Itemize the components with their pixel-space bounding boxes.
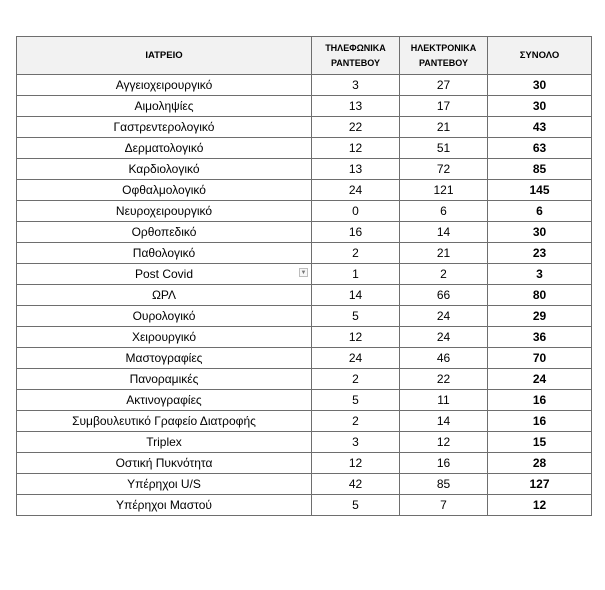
total-cell-text: 23	[532, 246, 547, 260]
header-total[interactable]: ΣΥΝΟΛΟ	[488, 37, 592, 75]
total-cell[interactable]	[488, 327, 592, 348]
total-cell[interactable]	[488, 75, 592, 96]
phone-appointments-cell[interactable]	[312, 390, 400, 411]
clinic-cell-text: Χειρουργικό	[131, 330, 197, 344]
phone-appointments-cell[interactable]	[312, 327, 400, 348]
phone-appointments-cell-text: 1	[352, 267, 359, 281]
total-cell-text: 15	[532, 435, 547, 449]
phone-appointments-cell-text: 16	[348, 225, 363, 239]
phone-appointments-cell[interactable]	[312, 285, 400, 306]
header-phone-line2: ΡΑΝΤΕΒΟΥ	[330, 57, 381, 68]
table-row	[17, 75, 592, 96]
phone-appointments-cell-text: 2	[352, 246, 359, 260]
online-appointments-cell[interactable]	[400, 390, 488, 411]
online-appointments-cell[interactable]	[400, 453, 488, 474]
online-appointments-cell[interactable]	[400, 201, 488, 222]
phone-appointments-cell[interactable]	[312, 432, 400, 453]
clinic-cell[interactable]	[17, 201, 312, 222]
clinic-cell-text: Αγγειοχειρουργικό	[115, 78, 213, 92]
total-cell[interactable]	[488, 243, 592, 264]
total-cell[interactable]	[488, 432, 592, 453]
clinic-cell[interactable]	[17, 327, 312, 348]
clinic-cell-text: Ορθοπεδικό	[131, 225, 197, 239]
online-appointments-cell[interactable]	[400, 369, 488, 390]
table-row	[17, 96, 592, 117]
total-cell-text: 24	[532, 372, 547, 386]
total-cell[interactable]	[488, 306, 592, 327]
total-cell[interactable]	[488, 348, 592, 369]
phone-appointments-cell-text: 5	[352, 393, 359, 407]
total-cell[interactable]	[488, 222, 592, 243]
phone-appointments-cell[interactable]	[312, 411, 400, 432]
total-cell[interactable]	[488, 285, 592, 306]
phone-appointments-cell-text: 2	[352, 414, 359, 428]
table-row	[17, 369, 592, 390]
phone-appointments-cell-text: 12	[348, 141, 363, 155]
total-cell[interactable]	[488, 180, 592, 201]
online-appointments-cell[interactable]	[400, 432, 488, 453]
clinic-cell[interactable]	[17, 474, 312, 495]
total-cell-text: 127	[529, 477, 550, 491]
total-cell[interactable]	[488, 390, 592, 411]
spreadsheet	[16, 36, 592, 516]
clinic-cell[interactable]	[17, 180, 312, 201]
total-cell-text: 28	[532, 456, 547, 470]
phone-appointments-cell-text: 42	[348, 477, 363, 491]
table-row	[17, 117, 592, 138]
phone-appointments-cell-text: 12	[348, 456, 363, 470]
clinic-cell[interactable]	[17, 285, 312, 306]
total-cell[interactable]	[488, 411, 592, 432]
phone-appointments-cell-text: 5	[352, 498, 359, 512]
clinic-cell-text: Νευροχειρουργικό	[115, 204, 213, 218]
online-appointments-cell-text: 2	[440, 267, 447, 281]
phone-appointments-cell-text: 2	[352, 372, 359, 386]
clinic-cell-text: ΩΡΛ	[151, 288, 177, 302]
total-cell[interactable]	[488, 117, 592, 138]
online-appointments-cell-text: 17	[436, 99, 451, 113]
online-appointments-cell-text: 16	[436, 456, 451, 470]
phone-appointments-cell[interactable]	[312, 453, 400, 474]
total-cell[interactable]	[488, 495, 592, 516]
table-row	[17, 285, 592, 306]
clinic-cell-text: Παθολογικό	[132, 246, 196, 260]
online-appointments-cell[interactable]	[400, 306, 488, 327]
online-appointments-cell[interactable]	[400, 348, 488, 369]
online-appointments-cell[interactable]	[400, 180, 488, 201]
online-appointments-cell[interactable]	[400, 117, 488, 138]
online-appointments-cell-text: 22	[436, 372, 451, 386]
online-appointments-cell[interactable]	[400, 285, 488, 306]
phone-appointments-cell[interactable]	[312, 117, 400, 138]
online-appointments-cell-text: 27	[436, 78, 451, 92]
clinic-cell-text: Οφθαλμολογικό	[122, 183, 206, 197]
clinic-cell[interactable]	[17, 432, 312, 453]
total-cell-text: 80	[532, 288, 547, 302]
phone-appointments-cell-text: 24	[348, 351, 363, 365]
clinic-cell-text: Post Covid	[134, 267, 194, 281]
total-cell-text: 63	[532, 141, 547, 155]
online-appointments-cell[interactable]	[400, 96, 488, 117]
table-row	[17, 495, 592, 516]
clinic-cell[interactable]	[17, 411, 312, 432]
phone-appointments-cell-text: 13	[348, 162, 363, 176]
filter-dropdown-icon[interactable]: ▼	[300, 270, 307, 276]
online-appointments-cell-text: 14	[436, 414, 451, 428]
phone-appointments-cell[interactable]	[312, 474, 400, 495]
table-row	[17, 264, 592, 285]
total-cell[interactable]	[488, 264, 592, 285]
table-row	[17, 411, 592, 432]
clinic-cell[interactable]	[17, 390, 312, 411]
appointments-table	[16, 36, 592, 516]
phone-appointments-cell-text: 3	[352, 78, 359, 92]
total-cell-text: 12	[532, 498, 547, 512]
total-cell-text: 36	[532, 330, 547, 344]
online-appointments-cell-text: 14	[436, 225, 451, 239]
clinic-cell-text: Ακτινογραφίες	[126, 393, 202, 407]
table-row	[17, 432, 592, 453]
online-appointments-cell[interactable]	[400, 264, 488, 285]
clinic-cell-text: Ουρολογικό	[132, 309, 196, 323]
online-appointments-cell-text: 66	[436, 288, 451, 302]
total-cell[interactable]	[488, 474, 592, 495]
total-cell[interactable]	[488, 138, 592, 159]
header-online-appointments[interactable]	[400, 37, 488, 75]
total-cell[interactable]	[488, 453, 592, 474]
table-row	[17, 327, 592, 348]
clinic-cell[interactable]	[17, 222, 312, 243]
phone-appointments-cell[interactable]	[312, 75, 400, 96]
total-cell-text: 30	[532, 99, 547, 113]
total-cell[interactable]	[488, 201, 592, 222]
online-appointments-cell[interactable]	[400, 495, 488, 516]
header-phone-appointments[interactable]	[312, 37, 400, 75]
table-row	[17, 243, 592, 264]
phone-appointments-cell[interactable]	[312, 495, 400, 516]
online-appointments-cell[interactable]	[400, 243, 488, 264]
phone-appointments-cell-text: 13	[348, 99, 363, 113]
clinic-cell[interactable]	[17, 453, 312, 474]
table-row	[17, 474, 592, 495]
phone-appointments-cell-text: 24	[348, 183, 363, 197]
online-appointments-cell[interactable]	[400, 222, 488, 243]
phone-appointments-cell[interactable]	[312, 264, 400, 285]
header-online-line1: ΗΛΕΚΤΡΟΝΙΚΑ	[410, 42, 477, 53]
phone-appointments-cell[interactable]	[312, 222, 400, 243]
online-appointments-cell-text: 46	[436, 351, 451, 365]
total-cell-text: 30	[532, 78, 547, 92]
clinic-cell-text: Δερματολογικό	[124, 141, 204, 155]
table-row	[17, 159, 592, 180]
clinic-cell[interactable]	[17, 264, 312, 285]
total-cell-text: 6	[536, 204, 543, 218]
clinic-cell[interactable]	[17, 138, 312, 159]
phone-appointments-cell[interactable]	[312, 369, 400, 390]
phone-appointments-cell[interactable]	[312, 243, 400, 264]
online-appointments-cell-text: 6	[440, 204, 447, 218]
header-row	[17, 37, 592, 75]
online-appointments-cell[interactable]	[400, 159, 488, 180]
clinic-cell-text: Υπέρηχοι Μαστού	[116, 498, 212, 512]
clinic-cell-text: Αιμοληψίες	[134, 99, 194, 113]
header-phone-line1: ΤΗΛΕΦΩΝΙΚΑ	[325, 42, 386, 53]
header-clinic[interactable]: ΙΑΤΡΕΙΟ	[17, 37, 312, 75]
online-appointments-cell-text: 72	[436, 162, 451, 176]
online-appointments-cell-text: 21	[436, 120, 451, 134]
clinic-cell-text: Μαστογραφίες	[125, 351, 203, 365]
online-appointments-cell-text: 21	[436, 246, 451, 260]
clinic-cell[interactable]	[17, 495, 312, 516]
total-cell-text: 30	[532, 225, 547, 239]
phone-appointments-cell[interactable]	[312, 180, 400, 201]
total-cell[interactable]	[488, 96, 592, 117]
online-appointments-cell-text: 7	[440, 498, 447, 512]
phone-appointments-cell[interactable]	[312, 96, 400, 117]
online-appointments-cell[interactable]	[400, 75, 488, 96]
phone-appointments-cell-text: 12	[348, 330, 363, 344]
phone-appointments-cell[interactable]	[312, 201, 400, 222]
online-appointments-cell-text: 12	[436, 435, 451, 449]
total-cell[interactable]	[488, 369, 592, 390]
online-appointments-cell-text: 24	[436, 309, 451, 323]
online-appointments-cell[interactable]	[400, 474, 488, 495]
clinic-cell-text: Γαστρεντερολογικό	[113, 120, 215, 134]
total-cell-text: 145	[529, 183, 550, 197]
phone-appointments-cell-text: 3	[352, 435, 359, 449]
clinic-cell[interactable]	[17, 75, 312, 96]
total-cell-text: 29	[532, 309, 547, 323]
table-row	[17, 138, 592, 159]
phone-appointments-cell[interactable]	[312, 138, 400, 159]
total-cell-text: 16	[532, 393, 547, 407]
total-cell-text: 43	[532, 120, 547, 134]
table-row	[17, 222, 592, 243]
clinic-cell[interactable]	[17, 369, 312, 390]
online-appointments-cell[interactable]	[400, 138, 488, 159]
phone-appointments-cell[interactable]	[312, 159, 400, 180]
clinic-cell[interactable]	[17, 306, 312, 327]
table-row	[17, 390, 592, 411]
online-appointments-cell-text: 11	[437, 393, 450, 407]
clinic-cell-text: Υπέρηχοι U/S	[127, 477, 201, 491]
clinic-cell[interactable]	[17, 243, 312, 264]
table-row	[17, 348, 592, 369]
table-row	[17, 180, 592, 201]
online-appointments-cell-text: 51	[436, 141, 451, 155]
online-appointments-cell-text: 24	[436, 330, 451, 344]
clinic-cell[interactable]	[17, 96, 312, 117]
total-cell-text: 3	[536, 267, 543, 281]
clinic-cell[interactable]	[17, 117, 312, 138]
table-row	[17, 306, 592, 327]
online-appointments-cell[interactable]	[400, 327, 488, 348]
phone-appointments-cell[interactable]	[312, 348, 400, 369]
phone-appointments-cell-text: 14	[348, 288, 363, 302]
clinic-cell-text: Οστική Πυκνότητα	[115, 456, 213, 470]
header-online-line2: ΡΑΝΤΕΒΟΥ	[418, 57, 469, 68]
phone-appointments-cell-text: 22	[348, 120, 363, 134]
clinic-cell[interactable]	[17, 348, 312, 369]
online-appointments-cell-text: 121	[433, 183, 454, 197]
table-row	[17, 201, 592, 222]
online-appointments-cell[interactable]	[400, 411, 488, 432]
total-cell[interactable]	[488, 159, 592, 180]
total-cell-text: 16	[532, 414, 547, 428]
total-cell-text: 85	[532, 162, 547, 176]
phone-appointments-cell[interactable]	[312, 306, 400, 327]
table-row	[17, 453, 592, 474]
total-cell-text: 70	[532, 351, 547, 365]
phone-appointments-cell-text: 0	[352, 204, 359, 218]
clinic-cell-text: Triplex	[146, 435, 182, 449]
phone-appointments-cell-text: 5	[352, 309, 359, 323]
online-appointments-cell-text: 85	[436, 477, 451, 491]
clinic-cell[interactable]	[17, 159, 312, 180]
clinic-cell-text: Συμβουλευτικό Γραφείο Διατροφής	[72, 414, 256, 428]
clinic-cell-text: Καρδιολογικό	[128, 162, 200, 176]
clinic-cell-text: Πανοραμικές	[129, 372, 199, 386]
